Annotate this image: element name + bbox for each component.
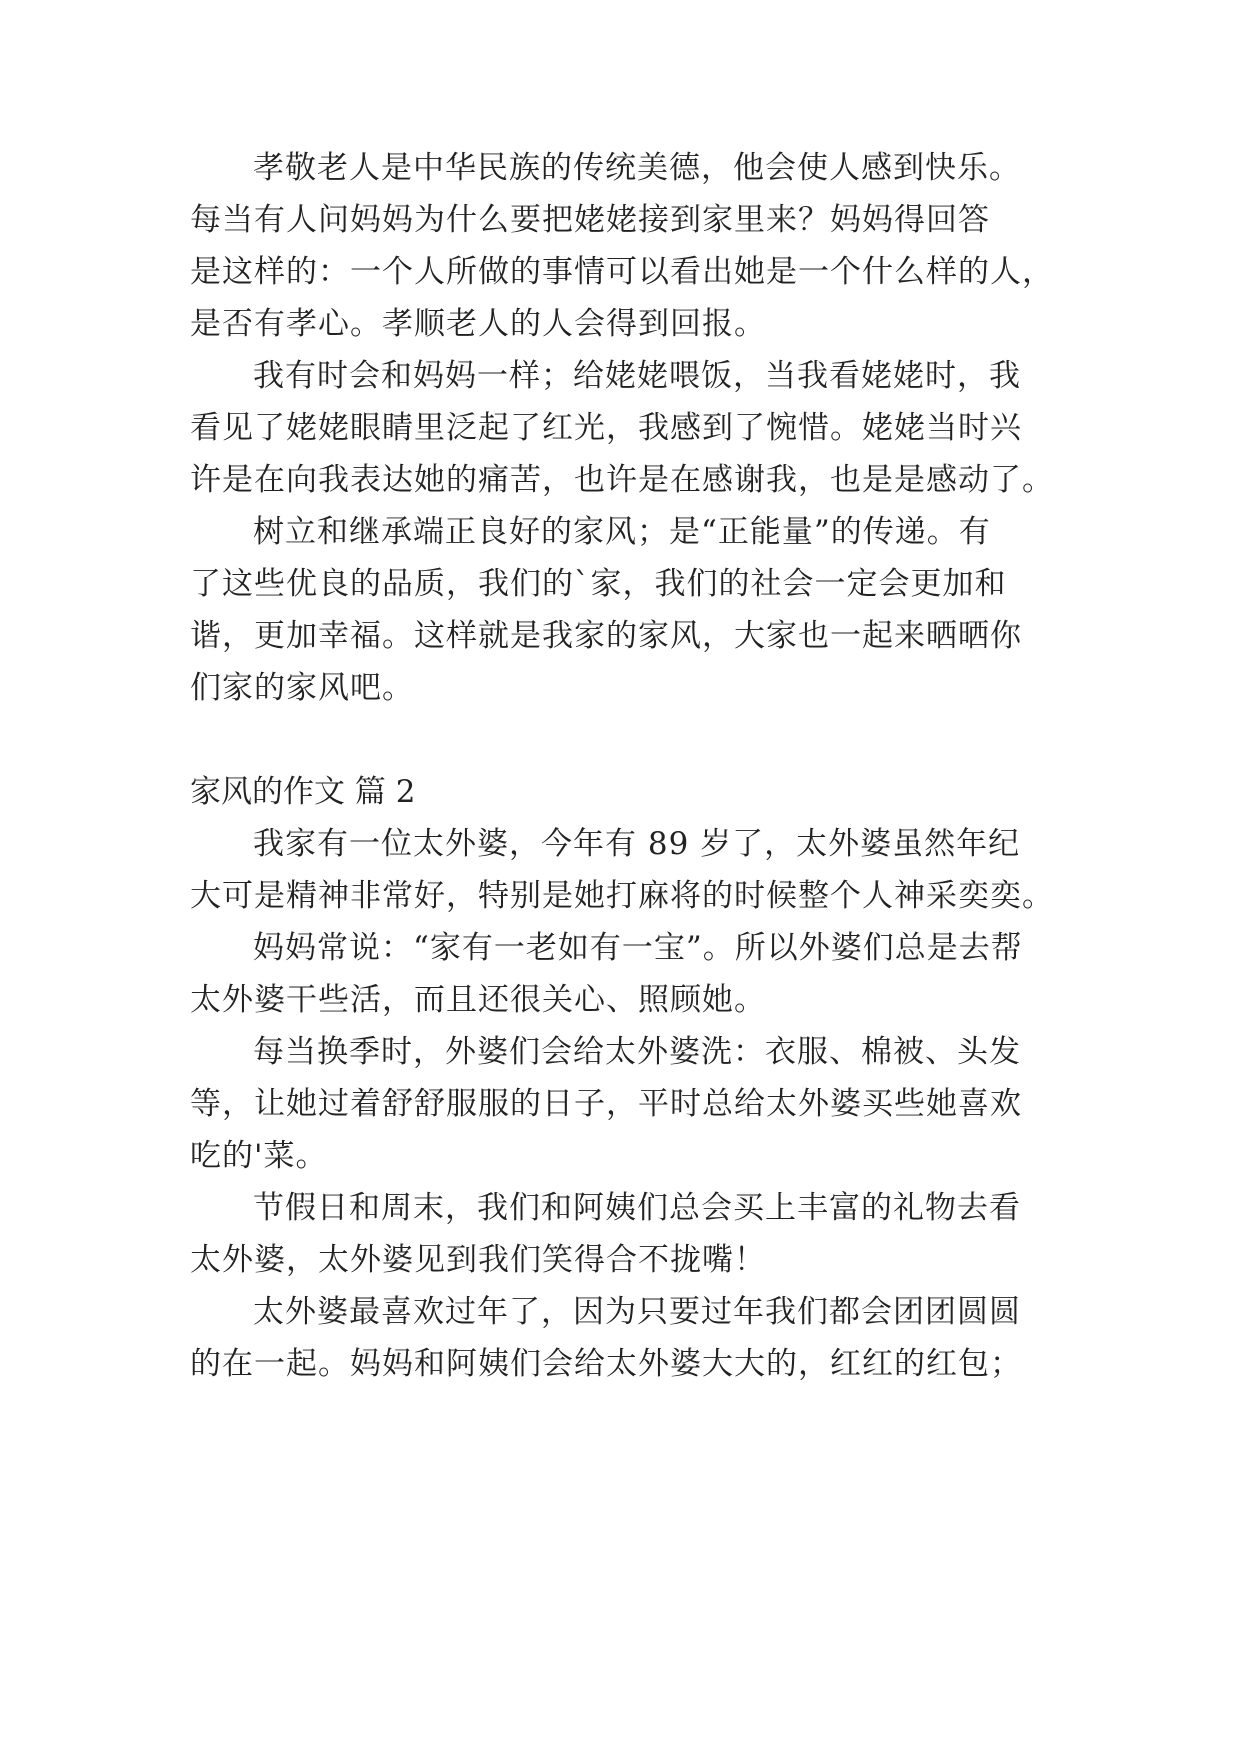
paragraph-line: 树立和继承端正良好的家风；是“正能量”的传递。有: [253, 514, 991, 550]
paragraph-line: 们家的家风吧。: [190, 670, 414, 706]
paragraph-line: 等，让她过着舒舒服服的日子，平时总给太外婆买些她喜欢: [190, 1086, 1022, 1122]
paragraph-line: 吃的'菜。: [190, 1138, 328, 1174]
paragraph-line: 每当有人问妈妈为什么要把姥姥接到家里来？妈妈得回答: [190, 202, 990, 238]
paragraph-line: 是这样的：一个人所做的事情可以看出她是一个什么样的人，: [190, 254, 1054, 290]
paragraph-line: 的在一起。妈妈和阿姨们会给太外婆大大的，红红的红包；: [190, 1346, 1022, 1382]
paragraph-line: 我家有一位太外婆，今年有 89 岁了，太外婆虽然年纪: [253, 826, 1021, 862]
paragraph-line: 妈妈常说：“家有一老如有一宝”。所以外婆们总是去帮: [253, 930, 1023, 966]
section-heading: 家风的作文 篇 2: [190, 774, 416, 810]
paragraph-line: 谐，更加幸福。这样就是我家的家风，大家也一起来晒晒你: [190, 618, 1022, 654]
paragraph-line: 孝敬老人是中华民族的传统美德，他会使人感到快乐。: [253, 150, 1021, 186]
paragraph-line: 看见了姥姥眼睛里泛起了红光，我感到了惋惜。姥姥当时兴: [190, 410, 1022, 446]
paragraph-line: 了这些优良的品质，我们的`家，我们的社会一定会更加和: [190, 566, 1007, 602]
paragraph-line: 节假日和周末，我们和阿姨们总会买上丰富的礼物去看: [253, 1190, 1021, 1226]
paragraph-line: 太外婆干些活，而且还很关心、照顾她。: [190, 982, 766, 1018]
paragraph-line: 许是在向我表达她的痛苦，也许是在感谢我，也是是感动了。: [190, 462, 1054, 498]
paragraph-line: 我有时会和妈妈一样；给姥姥喂饭，当我看姥姥时，我: [253, 358, 1021, 394]
paragraph-line: 太外婆最喜欢过年了，因为只要过年我们都会团团圆圆: [253, 1294, 1021, 1330]
paragraph-line: 太外婆，太外婆见到我们笑得合不拢嘴！: [190, 1242, 766, 1278]
paragraph-line: 大可是精神非常好，特别是她打麻将的时候整个人神采奕奕。: [190, 878, 1054, 914]
paragraph-line: 是否有孝心。孝顺老人的人会得到回报。: [190, 306, 766, 342]
paragraph-line: 每当换季时，外婆们会给太外婆洗：衣服、棉被、头发: [253, 1034, 1021, 1070]
